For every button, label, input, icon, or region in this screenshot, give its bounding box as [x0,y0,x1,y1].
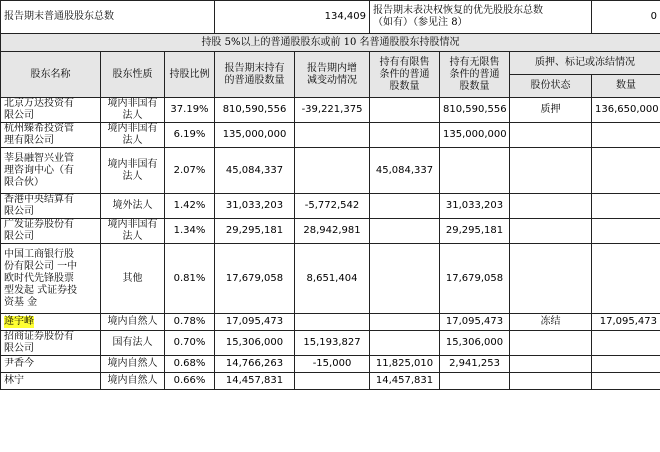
section-title-row [1,34,660,52]
shareholder-name [1,219,101,244]
shares-held: 135,000,000 [215,123,295,148]
header-pledge-group: 质押、标记或冻结情况 [510,52,660,75]
unrestricted-shares: 810,590,556 [440,98,510,123]
shares-change: -5,772,542 [295,194,370,219]
header-held-line1: 报告期末持有 [224,62,285,74]
shareholder-rows [1,98,660,390]
header-unrestricted-line1: 持有无限售 [449,56,500,68]
holding-ratio: 0.68% [165,356,215,373]
header-held [215,52,295,98]
total-holders-value: 134,409 [215,1,370,34]
shares-held: 15,306,000 [215,331,295,356]
shareholder-name [1,148,101,194]
header-restricted-line3: 股数量 [389,80,420,92]
unrestricted-shares [440,373,510,390]
shareholder-name [1,356,101,373]
shareholder-nature [101,244,165,314]
summary-row [1,1,660,34]
shareholder-name-line: 北京万达投资有 [4,98,74,109]
holding-ratio: 1.34% [165,219,215,244]
restricted-shares [370,331,440,356]
shareholder-name [1,123,101,148]
shareholder-name-line: 杭州臻希投资管 [4,123,74,134]
shareholder-nature-line: 法人 [122,231,143,242]
pledge-quantity [592,356,660,373]
shares-change [295,148,370,194]
unrestricted-shares: 17,095,473 [440,314,510,331]
shareholder-name [1,314,101,331]
restricted-shares: 14,457,831 [370,373,440,390]
holding-ratio: 2.07% [165,148,215,194]
header-change-line1: 报告期内增 [307,62,357,74]
header-name: 股东名称 [1,52,101,98]
restricted-shares [370,314,440,331]
table-row [1,314,660,331]
shareholder-name-line: 中国工商银行股 [4,248,74,260]
shareholder-nature [101,314,165,331]
unrestricted-shares: 29,295,181 [440,219,510,244]
shareholder-nature [101,194,165,219]
shareholder-name-line: 尹香今 [4,358,34,369]
unrestricted-shares: 135,000,000 [440,123,510,148]
holding-ratio: 37.19% [165,98,215,123]
pledge-quantity [592,331,660,356]
header-change [295,52,370,98]
restricted-shares [370,219,440,244]
shareholder-nature-line: 法人 [122,135,143,146]
holding-ratio: 0.70% [165,331,215,356]
holding-ratio: 0.78% [165,314,215,331]
shares-change [295,123,370,148]
pledge-quantity [592,244,660,314]
preferred-holders-label-line2: （如有）（参见注 8） [373,17,468,28]
shareholder-nature-line: 境内自然人 [107,316,158,327]
table-row [1,98,660,123]
table-row [1,373,660,390]
shareholder-nature [101,373,165,390]
pledge-status: 质押 [510,98,592,123]
table-row [1,194,660,219]
preferred-holders-value: 0 [592,1,660,34]
shareholder-name [1,373,101,390]
unrestricted-shares: 17,679,058 [440,244,510,314]
shares-change [295,373,370,390]
shareholder-name-line: 份有限公司 一中 [4,260,78,272]
holding-ratio: 0.66% [165,373,215,390]
header-ratio: 持股比例 [165,52,215,98]
shares-held: 14,766,263 [215,356,295,373]
shareholder-nature-line: 其他 [122,272,143,284]
unrestricted-shares: 15,306,000 [440,331,510,356]
pledge-status [510,123,592,148]
shareholder-name-line: 型发起 式证券投 [4,284,78,296]
table-row [1,331,660,356]
pledge-status [510,373,592,390]
shareholder-name-line: 理有限公司 [4,135,54,146]
shareholder-name [1,331,101,356]
total-holders-label: 报告期末普通股股东总数 [1,1,215,34]
holding-ratio: 0.81% [165,244,215,314]
shareholder-nature-line: 境外法人 [112,200,153,211]
pledge-status [510,244,592,314]
shares-held: 14,457,831 [215,373,295,390]
shares-change: 8,651,404 [295,244,370,314]
shareholder-nature [101,148,165,194]
pledge-status [510,194,592,219]
shareholder-nature [101,331,165,356]
pledge-status [510,331,592,356]
pledge-status: 冻结 [510,314,592,331]
pledge-status [510,219,592,244]
shares-held: 810,590,556 [215,98,295,123]
shareholder-nature [101,98,165,123]
table-row [1,356,660,373]
restricted-shares [370,194,440,219]
pledge-quantity [592,194,660,219]
shares-held: 17,679,058 [215,244,295,314]
table-row [1,148,660,194]
shareholder-nature [101,356,165,373]
header-unrestricted [440,52,510,98]
header-unrestricted-line2: 条件的普通 [449,68,500,80]
pledge-quantity [592,123,660,148]
header-nature: 股东性质 [101,52,165,98]
shareholder-name-line: 限合伙） [4,176,44,188]
table-row [1,219,660,244]
shareholder-nature-line: 境内自然人 [107,358,158,369]
shareholder-name-line: 限公司 [4,343,34,354]
pledge-quantity [592,148,660,194]
holding-ratio: 1.42% [165,194,215,219]
shareholder-name-line: 资基 金 [4,296,38,308]
shareholder-nature-line: 境内非国有 [107,219,158,230]
shares-held: 31,033,203 [215,194,295,219]
header-pledge-status: 股份状态 [510,75,592,98]
shares-change: 15,193,827 [295,331,370,356]
holding-ratio: 6.19% [165,123,215,148]
unrestricted-shares: 31,033,203 [440,194,510,219]
shares-change: -39,221,375 [295,98,370,123]
pledge-quantity [592,219,660,244]
shareholder-nature-line: 境内非国有 [107,158,158,170]
shares-held: 29,295,181 [215,219,295,244]
shareholder-nature-line: 法人 [122,170,143,182]
shareholder-nature [101,123,165,148]
restricted-shares [370,244,440,314]
shareholder-nature-line: 境内非国有 [107,123,158,134]
header-pledge-qty: 数量 [592,75,660,98]
shareholder-name-line: 限公司 [4,206,34,217]
restricted-shares: 11,825,010 [370,356,440,373]
shareholder-name-line: 招商证券股份有 [4,331,74,342]
shareholder-name [1,244,101,314]
restricted-shares [370,123,440,148]
shareholder-name-line: 莘县融智兴业管 [4,152,74,164]
header-restricted-line2: 条件的普通 [379,68,430,80]
pledge-quantity: 136,650,000 [592,98,660,123]
unrestricted-shares [440,148,510,194]
table-row [1,123,660,148]
pledge-quantity: 17,095,473 [592,314,660,331]
shares-change: -15,000 [295,356,370,373]
shareholder-nature-line: 法人 [122,110,143,121]
shares-held: 45,084,337 [215,148,295,194]
shareholder-name-line: 广发证券股份有 [4,219,74,230]
shareholder-name-line: 香港中央结算有 [4,194,74,205]
table-row [1,244,660,314]
header-held-line2: 的普通股数量 [224,74,285,86]
header-row-1 [1,52,660,75]
shareholder-name-line: 限公司 [4,110,34,121]
shares-change: 28,942,981 [295,219,370,244]
shareholder-name-line: 林宁 [4,375,24,386]
header-change-line2: 减变动情况 [307,74,357,86]
pledge-quantity [592,373,660,390]
preferred-holders-label [370,1,592,34]
shareholder-name-line: 限公司 [4,231,34,242]
shares-held: 17,095,473 [215,314,295,331]
unrestricted-shares: 2,941,253 [440,356,510,373]
header-restricted [370,52,440,98]
shareholder-name-line: 欧时代先锋股票 [4,272,74,284]
shareholder-name-line: 理咨询中心（有 [4,164,74,176]
header-unrestricted-line3: 股数量 [459,80,490,92]
shareholder-name-line: 逄宇峰 [4,316,34,327]
restricted-shares: 45,084,337 [370,148,440,194]
restricted-shares [370,98,440,123]
pledge-status [510,148,592,194]
header-restricted-line1: 持有有限售 [379,56,430,68]
shares-change [295,314,370,331]
shareholder-name [1,98,101,123]
section-title: 持股 5%以上的普通股股东或前 10 名普通股股东持股情况 [1,34,660,52]
shareholder-nature [101,219,165,244]
shareholder-nature-line: 境内自然人 [107,375,158,386]
shareholder-nature-line: 境内非国有 [107,98,158,109]
shareholder-nature-line: 国有法人 [112,337,153,348]
shareholder-name [1,194,101,219]
preferred-holders-label-line1: 报告期末表决权恢复的优先股股东总数 [373,5,544,16]
pledge-status [510,356,592,373]
